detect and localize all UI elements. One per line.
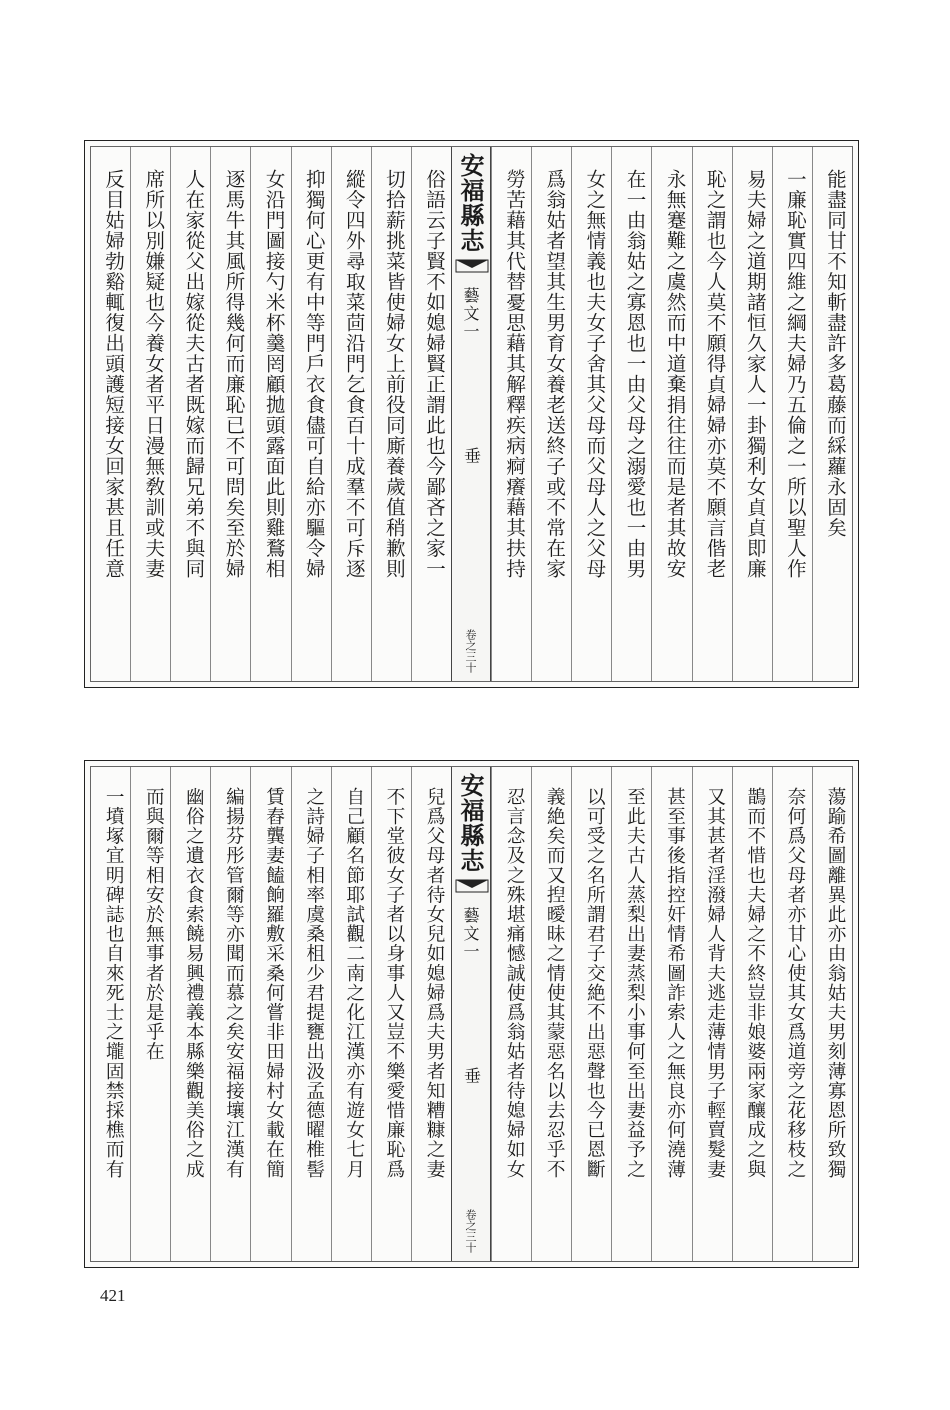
text-column: 切拾薪挑菜皆使婦女上前役同廝養歲值稍歉則 bbox=[371, 147, 411, 681]
text-column: 爲翁姑者望其生男育女養老送終子或不常在家 bbox=[531, 147, 571, 681]
text-column: 人在家從父出嫁從夫古者既嫁而歸兄弟不與同 bbox=[170, 147, 210, 681]
book-title: 安福縣志 bbox=[456, 773, 486, 873]
text-column: 編揚芬彤管爾等亦聞而慕之矣安福接壤江漢有 bbox=[210, 767, 250, 1261]
page-number: 421 bbox=[100, 1286, 126, 1305]
top-text-block bbox=[84, 140, 859, 688]
text-column: 至此夫古人蒸梨出妻蒸梨小事何至出妻益予之 bbox=[611, 767, 651, 1261]
text-column: 之詩婦子相率虞桑柤少君提甕出汲孟德曜椎髻 bbox=[291, 767, 331, 1261]
text-column: 又其甚者淫潑婦人背夫逃走薄情男子輕賣髮妻 bbox=[692, 767, 732, 1261]
fish-tail-mark-icon bbox=[455, 879, 489, 893]
bottom-columns bbox=[91, 767, 852, 1261]
text-column: 義絶矣而又揑曖昧之情使其蒙惡名以去忍乎不 bbox=[531, 767, 571, 1261]
text-column: 忍言念及之殊堪痛憾誠使爲翁姑者待媳婦如女 bbox=[491, 767, 531, 1261]
text-column: 一墳塚宜明碑誌也自來死士之壠固禁採樵而有 bbox=[103, 787, 125, 1179]
text-column: 能盡同甘不知斬盡許多葛藤而綵蘿永固矣 bbox=[812, 147, 852, 681]
text-column: 在一由翁姑之寡恩也一由父母之溺愛也一由男 bbox=[611, 147, 651, 681]
text-column: 女之無情義也夫女子舍其父母而父母人之父母 bbox=[571, 147, 611, 681]
top-columns bbox=[91, 147, 852, 681]
text-column: 而與爾等相安於無事者於是乎在 bbox=[130, 767, 170, 1261]
fish-tail-mark-icon bbox=[455, 259, 489, 273]
volume-label: 卷之三十 bbox=[464, 629, 478, 673]
text-column: 縱令四外尋取菜茴沿門乞食百十成羣不可斥逐 bbox=[331, 147, 371, 681]
section-label: 藝文一 bbox=[461, 287, 481, 341]
text-column: 逐馬牛其風所得幾何而廉恥已不可問矣至於婦 bbox=[210, 147, 250, 681]
bottom-text-block bbox=[84, 760, 859, 1268]
center-fold-column bbox=[451, 147, 491, 681]
text-column: 不下堂彼女子者以身事人又豈不樂愛惜廉恥爲 bbox=[371, 767, 411, 1261]
volume-label: 卷之三十 bbox=[464, 1209, 478, 1253]
folio-number: 垂 bbox=[460, 1067, 481, 1084]
text-column: 永無蹇難之虞然而中道棄捐往往而是者其故安 bbox=[651, 147, 691, 681]
text-column: 以可受之名所謂君子交絶不出惡聲也今已恩斷 bbox=[571, 767, 611, 1261]
text-column: 兒爲父母者待女兒如媳婦爲夫男者知糟糠之妻 bbox=[411, 767, 451, 1261]
text-column: 奈何爲父母者亦甘心使其女爲道旁之花移枝之 bbox=[772, 767, 812, 1261]
text-column: 幽俗之遺衣食索饒易興禮義本縣樂觀美俗之成 bbox=[170, 767, 210, 1261]
text-column: 易夫婦之道期諸恒久家人一卦獨利女貞貞即廉 bbox=[732, 147, 772, 681]
text-column: 俗語云子賢不如媳婦賢正謂此也今鄙吝之家一 bbox=[411, 147, 451, 681]
text-column: 賃舂龔妻饁餉羅敷采桑何嘗非田婦村女載在簡 bbox=[250, 767, 290, 1261]
text-column: 抑獨何心更有中等門戶衣食儘可自給亦驅令婦 bbox=[291, 147, 331, 681]
text-column: 甚至事後指控奸情希圖詐索人之無良亦何澆薄 bbox=[651, 767, 691, 1261]
book-title: 安福縣志 bbox=[456, 153, 486, 253]
text-column: 自己顧名節耶試觀二南之化江漢亦有遊女七月 bbox=[331, 767, 371, 1261]
text-column: 一廉恥實四維之綱夫婦乃五倫之一所以聖人作 bbox=[772, 147, 812, 681]
text-column: 蕩踰希圖離異此亦由翁姑夫男刻薄寡恩所致獨 bbox=[812, 767, 852, 1261]
text-column: 鵲而不惜也夫婦之不終豈非娘婆兩家釀成之與 bbox=[732, 767, 772, 1261]
text-column: 恥之謂也今人莫不願得貞婦婦亦莫不願言偕老 bbox=[692, 147, 732, 681]
text-column: 勞苦藉其代替憂思藉其解釋疾病痾癢藉其扶持 bbox=[491, 147, 531, 681]
folio-number: 垂 bbox=[460, 447, 481, 464]
section-label: 藝文一 bbox=[461, 907, 481, 961]
text-column: 女沿門圖接勺米杯羹罔顧拋頭露面此則雞鶩相 bbox=[250, 147, 290, 681]
text-column: 反目姑婦勃谿輒復出頭護短接女回家甚且任意 bbox=[102, 169, 126, 579]
text-column: 席所以別嫌疑也今養女者平日漫無敎訓或夫妻 bbox=[130, 147, 170, 681]
center-fold-column bbox=[451, 767, 491, 1261]
